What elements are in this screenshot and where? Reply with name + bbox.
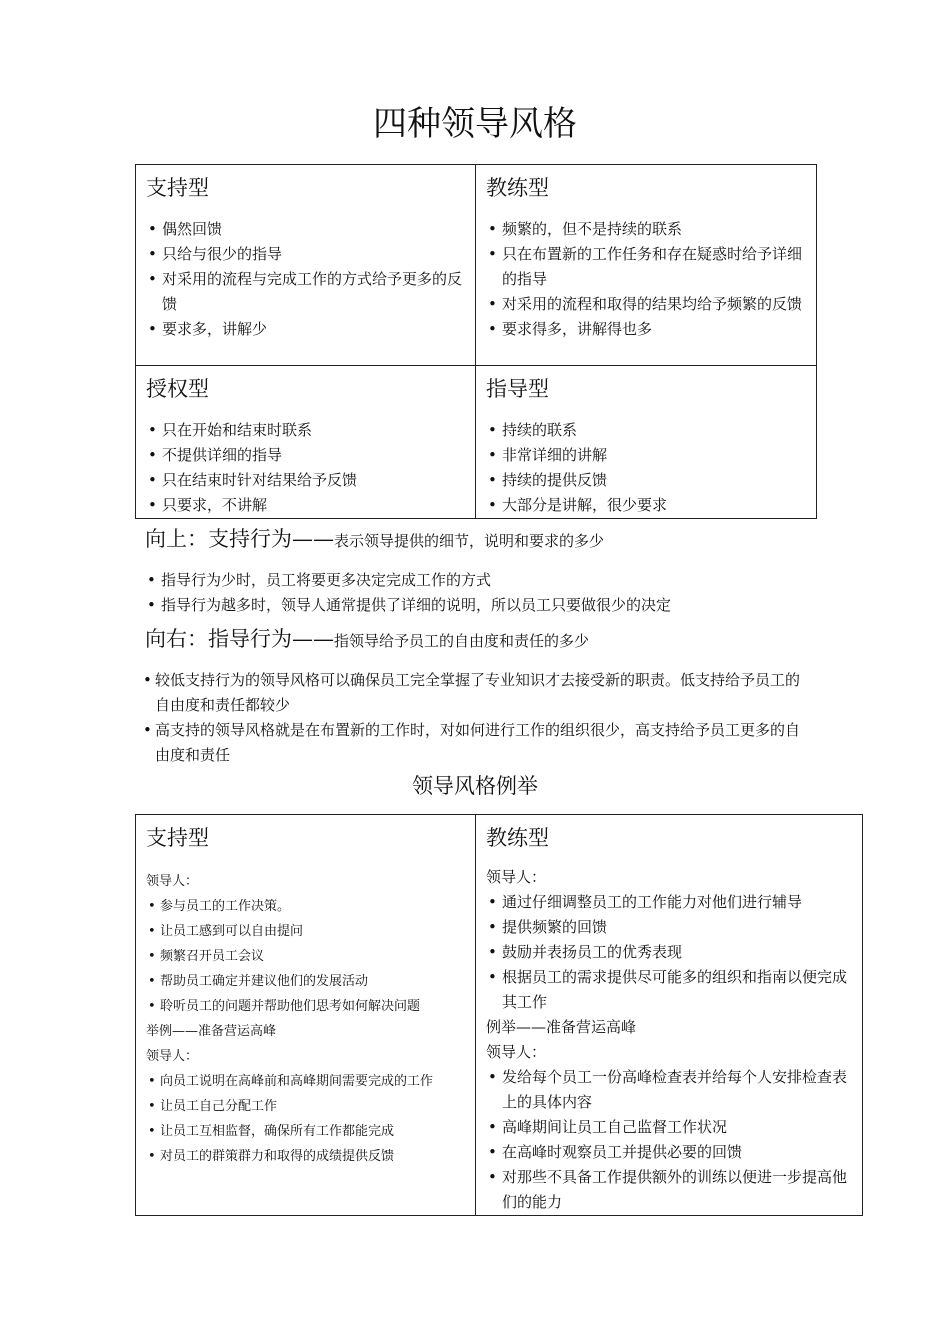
page-title: 四种领导风格 [373, 104, 577, 144]
list-item: • 向员工说明在高峰前和高峰期间需要完成的工作 [160, 1069, 467, 1094]
example-list [160, 894, 467, 1019]
example-body [146, 869, 467, 1169]
list-item: • 对那些不具备工作提供额外的训练以便进一步提高他们的能力 [502, 1165, 854, 1215]
example-label: 举例——准备营运高峰 [146, 1024, 277, 1039]
list-item: • 根据员工的需求提供尽可能多的组织和指南以便完成其工作 [502, 965, 854, 1015]
list-item: • 让员工互相监督，确保所有工作都能完成 [160, 1119, 467, 1144]
list-item: • 高峰期间让员工自己监督工作状况 [502, 1115, 854, 1140]
axis-right-section [145, 626, 810, 768]
quadrant-list [502, 418, 806, 518]
example-list [502, 1065, 854, 1215]
list-item: • 对采用的流程与完成工作的方式给予更多的反馈 [162, 267, 465, 317]
list-item: • 要求得多，讲解得也多 [502, 317, 806, 342]
list-item: • 频繁召开员工会议 [160, 944, 467, 969]
list-item: • 偶然回馈 [162, 217, 465, 242]
list-item: • 只在开始和结束时联系 [162, 418, 465, 443]
list-item: • 指导行为少时，员工将要更多决定完成工作的方式 [161, 568, 826, 593]
list-item: • 参与员工的工作决策。 [160, 894, 467, 919]
list-item-text: 较低支持行为的领导风格可以确保员工完全掌握了专业知识才去接受新的职责。低支持给予员工的自由度和责任都较少 [155, 671, 801, 714]
section-heading [145, 626, 810, 654]
list-item: • 对员工的群策群力和取得的成绩提供反馈 [160, 1144, 467, 1169]
examples-table [135, 814, 863, 1216]
quadrant-list [502, 217, 806, 342]
example-coaching [476, 815, 863, 1216]
list-item: • 指导行为越多时，领导人通常提供了详细的说明，所以员工只要做很少的决定 [161, 593, 826, 618]
list-item: • 帮助员工确定并建议他们的发展活动 [160, 969, 467, 994]
axis-right-note: 指领导给予员工的自由度和责任的多少 [334, 632, 590, 650]
list-item: • 只要求，不讲解 [162, 493, 465, 518]
list-item: • 通过仔细调整员工的工作能力对他们进行辅导 [502, 890, 854, 915]
leader-label: 领导人： [146, 874, 199, 889]
list-item: • 非常详细的讲解 [502, 443, 806, 468]
leader-label: 领导人： [486, 868, 547, 886]
axis-right-list [145, 668, 810, 768]
list-item: • 频繁的，但不是持续的联系 [502, 217, 806, 242]
example-heading: 教练型 [486, 826, 549, 850]
example-supportive [136, 815, 476, 1216]
list-item: • 在高峰时观察员工并提供必要的回馈 [502, 1140, 854, 1165]
list-item: • 只在结束时针对结果给予反馈 [162, 468, 465, 493]
list-item: • 只给与很少的指导 [162, 242, 465, 267]
list-item: • 大部分是讲解，很少要求 [502, 493, 806, 518]
example-body [486, 865, 854, 1215]
quadrant-list [162, 217, 465, 342]
axis-up-note: 表示领导提供的细节，说明和要求的多少 [334, 532, 605, 550]
axis-up-heading: 向上：支持行为—— [145, 527, 334, 551]
section-heading [145, 526, 826, 554]
quadrant-coaching [476, 165, 817, 366]
list-item: • 持续的联系 [502, 418, 806, 443]
list-item: • 要求多，讲解少 [162, 317, 465, 342]
quadrant-supportive [136, 165, 476, 366]
list-item: • 聆听员工的问题并帮助他们思考如何解决问题 [160, 994, 467, 1019]
quadrant-heading: 授权型 [146, 377, 209, 401]
quadrant-heading: 教练型 [486, 176, 549, 200]
leader-label: 领导人： [486, 1043, 547, 1061]
axis-up-list [161, 568, 826, 618]
quadrant-delegating [136, 366, 476, 519]
quadrant-heading: 支持型 [146, 176, 209, 200]
axis-up-section [145, 526, 826, 618]
list-item: • 只在布置新的工作任务和存在疑惑时给予详细的指导 [502, 242, 806, 292]
list-item: • 让员工感到可以自由提问 [160, 919, 467, 944]
list-item [145, 668, 810, 718]
list-item: • 发给每个员工一份高峰检查表并给每个人安排检查表上的具体内容 [502, 1065, 854, 1115]
quadrant-list [162, 418, 465, 518]
list-item: • 对采用的流程和取得的结果均给予频繁的反馈 [502, 292, 806, 317]
example-list [502, 890, 854, 1015]
example-label: 例举——准备营运高峰 [486, 1018, 637, 1036]
list-item: • 持续的提供反馈 [502, 468, 806, 493]
leader-label: 领导人： [146, 1049, 199, 1064]
example-list [160, 1069, 467, 1169]
axis-right-heading: 向右：指导行为—— [145, 627, 334, 651]
list-item [145, 718, 810, 768]
list-item: • 鼓励并表扬员工的优秀表现 [502, 940, 854, 965]
leadership-styles-table [135, 164, 817, 519]
quadrant-heading: 指导型 [486, 377, 549, 401]
list-item: • 提供频繁的回馈 [502, 915, 854, 940]
list-item: • 让员工自己分配工作 [160, 1094, 467, 1119]
list-item-text: 高支持的领导风格就是在布置新的工作时，对如何进行工作的组织很少，高支持给予员工更多的自由度和责任 [155, 721, 801, 764]
quadrant-directing [476, 366, 817, 519]
examples-subtitle: 领导风格例举 [412, 774, 538, 798]
example-heading: 支持型 [146, 826, 209, 850]
list-item: • 不提供详细的指导 [162, 443, 465, 468]
